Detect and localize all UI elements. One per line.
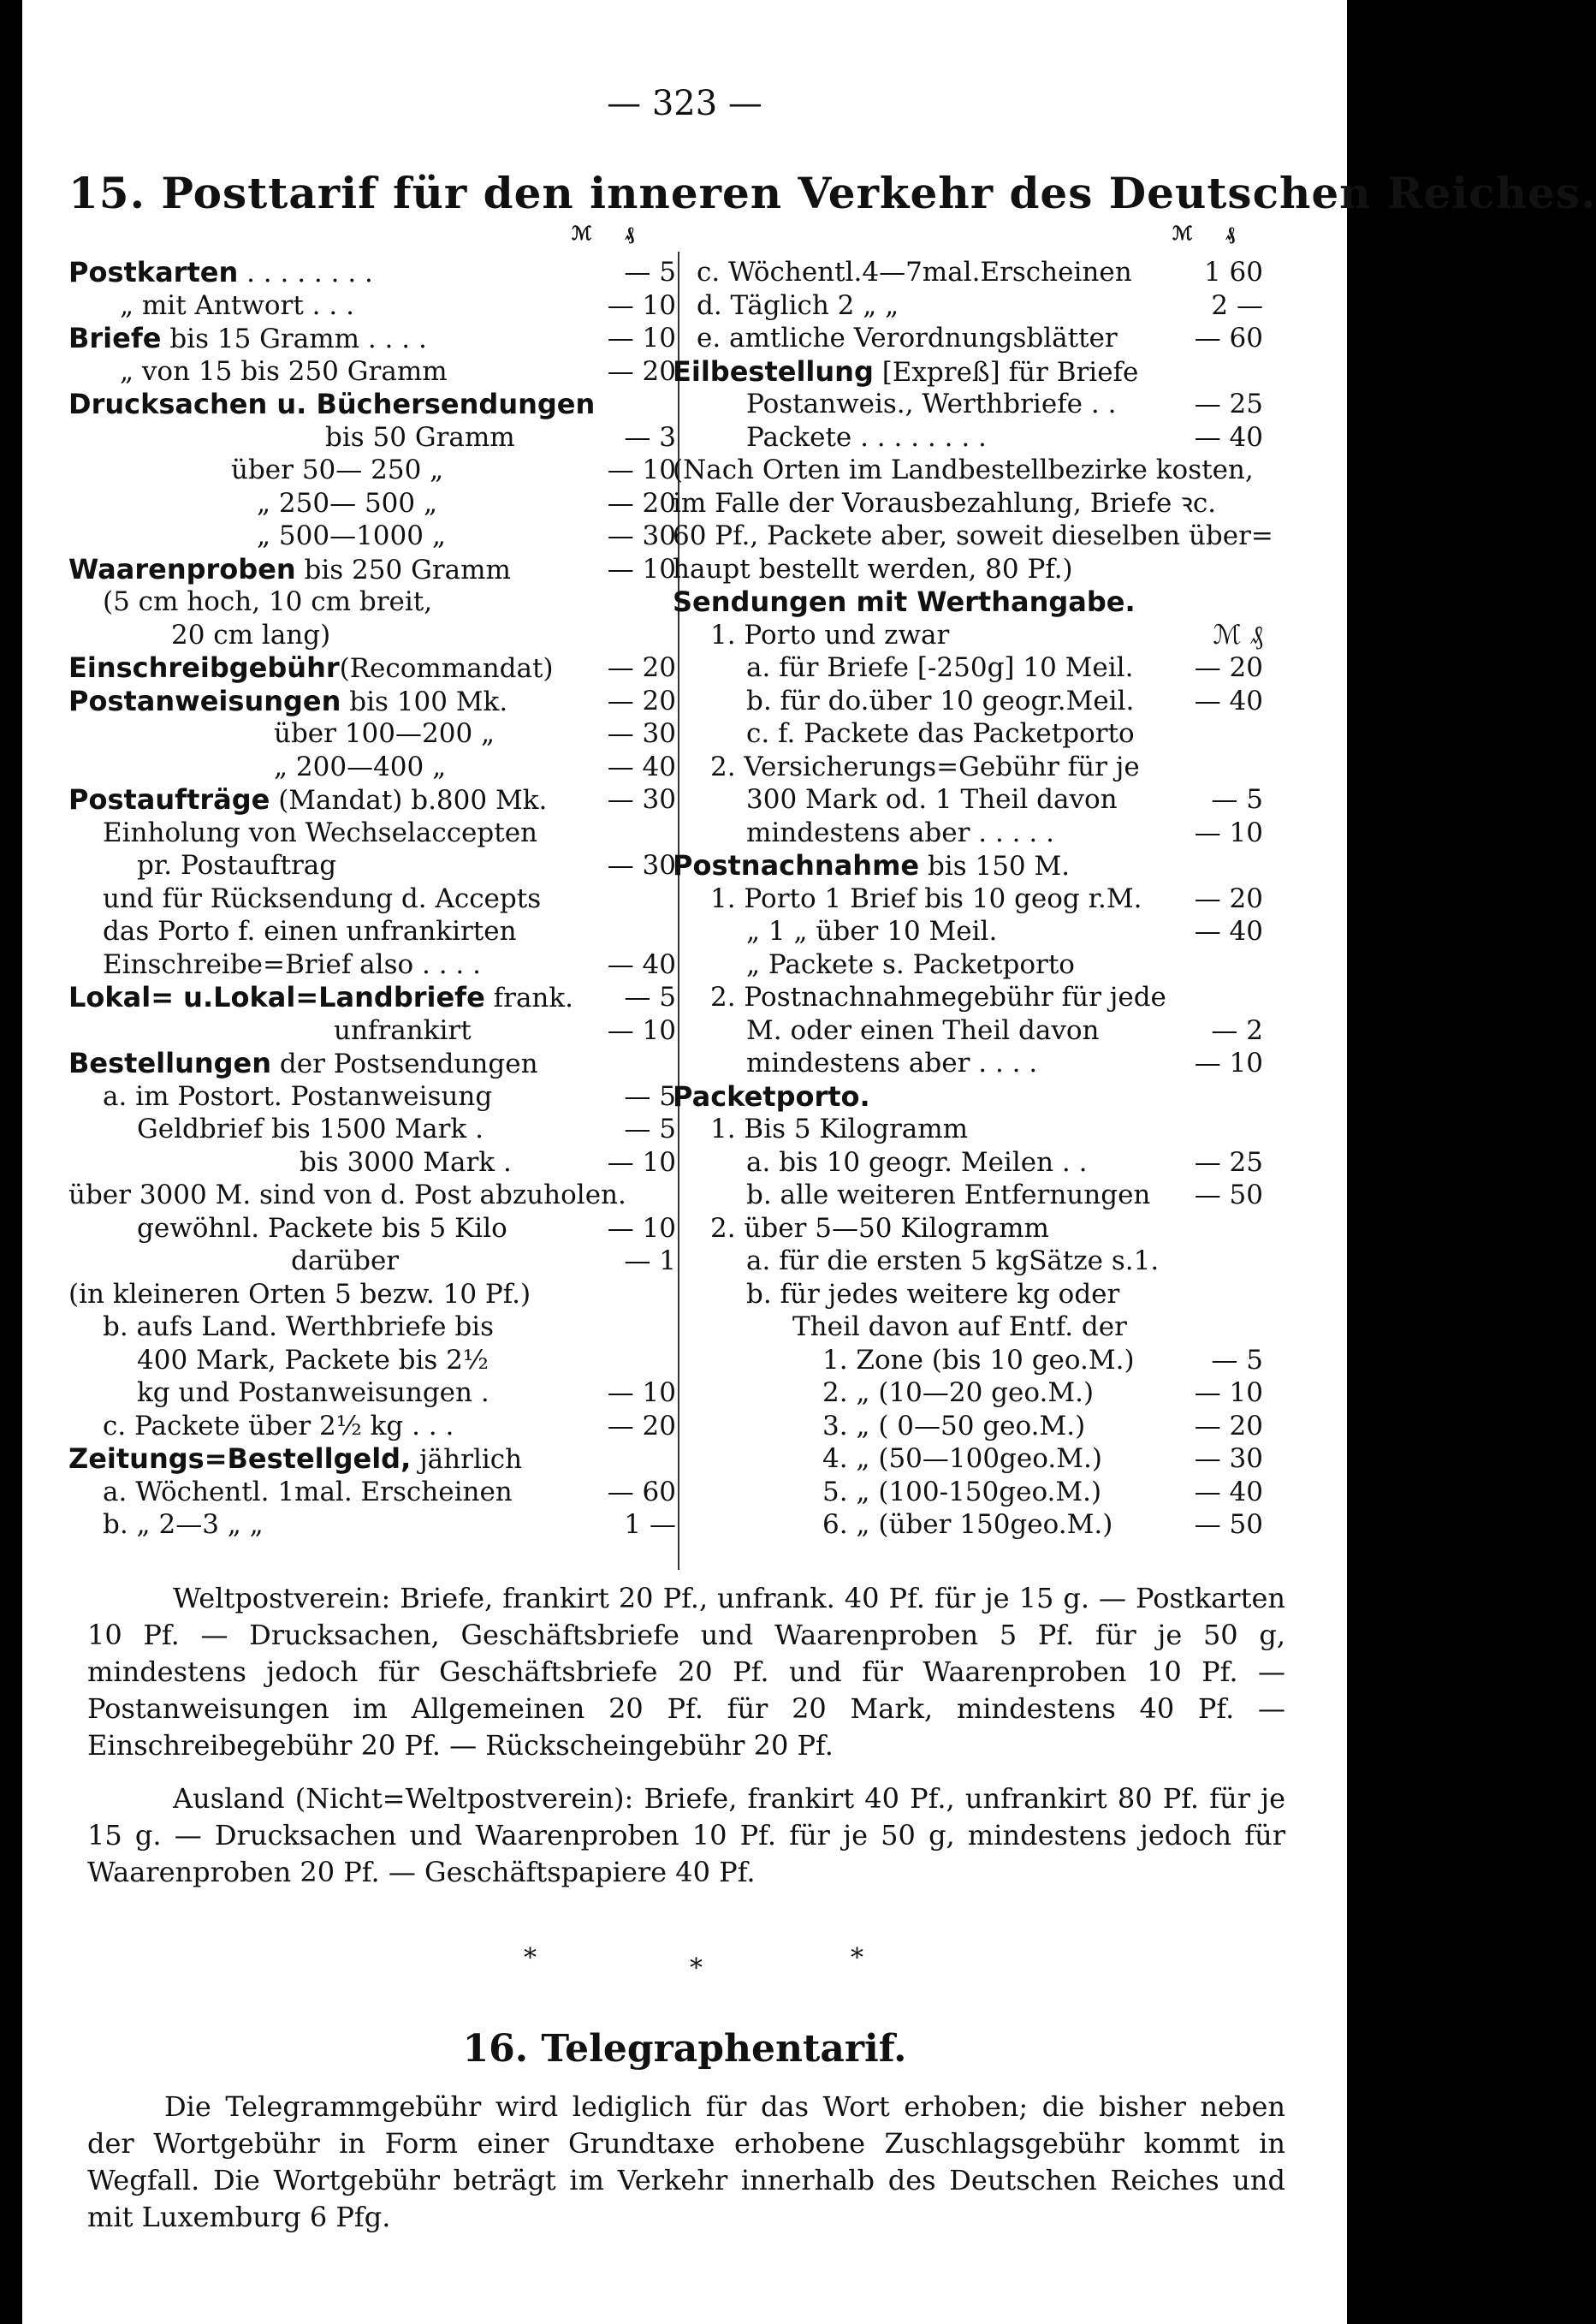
tariff-label: a. für Briefe [-250g] 10 Meil. [746, 652, 1134, 683]
tariff-label: (Nach Orten im Landbestellbezirke kosten, [673, 455, 1254, 485]
tariff-amount: — 30 [607, 520, 676, 551]
tariff-row [746, 1013, 1263, 1048]
tariff-row [746, 1277, 1263, 1311]
tariff-label: c. Wöchentl.4—7mal.Erscheinen [697, 257, 1132, 288]
tariff-row [697, 255, 1263, 289]
unit-header-right-pf: ₰ [1225, 223, 1235, 245]
tariff-label: mindestens aber . . . . [746, 1048, 1038, 1079]
tariff-label: b. für jedes weitere kg oder [746, 1278, 1120, 1310]
tariff-row [274, 750, 676, 784]
tariff-row [103, 1475, 676, 1509]
tariff-row [137, 1343, 676, 1377]
tariff-label: Postanweisungen bis 100 Mk. [68, 684, 508, 717]
tariff-label: Postnachnahme bis 150 M. [673, 849, 1071, 882]
tariff-label: 60 Pf., Packete aber, soweit dieselben über= [673, 520, 1273, 551]
scan-edge-left [0, 0, 22, 2324]
tariff-row [137, 1211, 676, 1245]
tariff-label: a. bis 10 geogr. Meilen . . [746, 1146, 1088, 1178]
tariff-label: Einschreibgebühr(Recommandat) [68, 651, 554, 684]
tariff-row [710, 750, 1263, 784]
tariff-row [137, 1376, 676, 1410]
unit-header-left-mark: ℳ [572, 223, 592, 245]
tariff-row [137, 1112, 676, 1146]
tariff-amount: — 30 [607, 718, 676, 749]
tariff-label: Waarenproben bis 250 Gramm [68, 552, 511, 585]
unit-header-right-mark: ℳ [1172, 223, 1193, 245]
tariff-row [120, 288, 676, 323]
tariff-label: b. alle weiteren Entfernungen [746, 1180, 1151, 1210]
tariff-row [710, 618, 1263, 652]
tariff-label: 6. „ (über 150geo.M.) [822, 1509, 1113, 1540]
tariff-label: gewöhnl. Packete bis 5 Kilo [137, 1212, 507, 1244]
tariff-row [697, 321, 1263, 355]
tariff-label: 1. Porto 1 Brief bis 10 geog r.M. [710, 883, 1142, 914]
tariff-row [710, 980, 1263, 1014]
tariff-amount: — 10 [607, 289, 676, 321]
tariff-row [673, 552, 1263, 586]
tariff-amount: — 40 [607, 948, 676, 980]
tariff-amount: — 5 [624, 257, 676, 288]
tariff-amount: — 5 [1211, 1344, 1263, 1376]
tariff-row [68, 684, 676, 718]
tariff-label: c. Packete über 2½ kg . . . [103, 1410, 454, 1441]
tariff-row [68, 1441, 676, 1476]
tariff-label: „ mit Antwort . . . [120, 289, 354, 321]
tariff-row [68, 321, 676, 355]
tariff-row [673, 453, 1263, 487]
tariff-label: „ 200—400 „ [274, 751, 447, 782]
tariff-row [822, 1441, 1263, 1476]
tariff-row [68, 387, 676, 421]
tariff-amount: — 10 [607, 1014, 676, 1046]
tariff-amount: — 25 [1194, 389, 1263, 419]
tariff-row [822, 1409, 1263, 1443]
tariff-amount: — 25 [1194, 1146, 1263, 1178]
tariff-row [746, 651, 1263, 685]
tariff-row [68, 1178, 676, 1212]
tariff-row [697, 288, 1263, 323]
tariff-amount: — 10 [607, 1377, 676, 1408]
tariff-amount: — 20 [607, 685, 676, 716]
tariff-label: 2. Postnachnahmegebühr für jede [710, 982, 1166, 1013]
tariff-amount: — 60 [607, 1476, 676, 1507]
tariff-row [68, 1277, 676, 1311]
unit-header-left-pf: ₰ [625, 223, 634, 245]
tariff-amount: — 20 [1194, 1410, 1263, 1441]
paragraph-weltpostverein: Weltpostverein: Briefe, frankirt 20 Pf., unfrank. 40 Pf. für je 15 g. — Postkarten 10 Pf. — Drucksachen, Geschäftsbriefe und Waarenproben 5 Pf. für je 50 g, mindestens jedoch für Geschäftsbriefe 20 Pf. und für Waarenproben 10 Pf. — Postanweisungen im Allgemeinen 20 Pf. für 20 Mark, mindestens 40 Pf. — Einschreibegebühr 20 Pf. — Rückscheingebühr 20 Pf. [87, 1582, 1285, 1762]
tariff-amount: — 30 [607, 850, 676, 881]
tariff-amount: — 10 [607, 1212, 676, 1244]
tariff-amount: — 30 [1194, 1443, 1263, 1474]
tariff-amount: — 40 [1194, 1476, 1263, 1507]
tariff-amount: — 50 [1194, 1509, 1263, 1540]
tariff-row [673, 354, 1263, 389]
tariff-row [68, 782, 676, 817]
tariff-label: im Falle der Vorausbezahlung, Briefe ꝛc. [673, 487, 1217, 519]
tariff-amount: — 10 [607, 455, 676, 485]
separator-star: * [851, 1943, 863, 1973]
tariff-row [68, 1046, 676, 1080]
tariff-amount: — 40 [607, 751, 676, 782]
tariff-label: Einschreibe=Brief also . . . . [103, 948, 481, 980]
tariff-label: 300 Mark od. 1 Theil davon [746, 784, 1118, 815]
tariff-row [68, 255, 676, 289]
tariff-row [746, 1046, 1263, 1080]
tariff-label: 2. „ (10—20 geo.M.) [822, 1377, 1095, 1408]
separator-star: * [690, 1953, 703, 1983]
tariff-row [291, 1244, 676, 1278]
tariff-amount: — 40 [1194, 916, 1263, 947]
tariff-amount: — 30 [607, 784, 676, 815]
tariff-label: bis 50 Gramm [325, 421, 515, 453]
tariff-row [746, 948, 1263, 982]
tariff-label: „ 1 „ über 10 Meil. [746, 916, 998, 947]
tariff-label: „ Packete s. Packetporto [746, 948, 1075, 980]
tariff-amount: — 3 [624, 421, 676, 453]
tariff-row [68, 980, 676, 1014]
tariff-label: über 3000 M. sind von d. Post abzuholen. [68, 1180, 626, 1210]
tariff-amount: — 20 [607, 487, 676, 519]
tariff-row [673, 486, 1263, 520]
tariff-label: b. „ 2—3 „ „ [103, 1509, 264, 1540]
tariff-row [746, 1178, 1263, 1212]
tariff-label: (in kleineren Orten 5 bezw. 10 Pf.) [68, 1278, 531, 1310]
tariff-label: Packete . . . . . . . . [746, 421, 987, 453]
tariff-amount: — 10 [1194, 817, 1263, 848]
tariff-amount: — 10 [607, 1146, 676, 1178]
tariff-row [673, 519, 1273, 553]
tariff-label: „ von 15 bis 250 Gramm [120, 355, 448, 387]
tariff-amount: — 40 [1194, 421, 1263, 453]
tariff-label: 2. über 5—50 Kilogramm [710, 1212, 1049, 1244]
tariff-row [746, 716, 1263, 751]
tariff-row [103, 1079, 676, 1114]
tariff-row [822, 1507, 1263, 1542]
tariff-row [746, 1244, 1263, 1278]
tariff-label: 400 Mark, Packete bis 2½ [137, 1344, 489, 1376]
section-15-title: 15. Posttarif für den inneren Verkehr des Deutschen Reiches. [68, 168, 1596, 218]
tariff-row [325, 420, 676, 455]
tariff-row [746, 420, 1263, 455]
tariff-row [231, 453, 676, 487]
tariff-label: b. aufs Land. Werthbriefe bis [103, 1311, 495, 1342]
tariff-row [822, 1475, 1263, 1509]
tariff-row [710, 1211, 1263, 1245]
tariff-label: Bestellungen der Postsendungen [68, 1047, 538, 1079]
tariff-amount: 1 — [624, 1509, 676, 1540]
tariff-label: e. amtliche Verordnungsblätter [697, 323, 1118, 354]
tariff-label: Drucksachen u. Büchersendungen [68, 388, 596, 420]
tariff-label: über 100—200 „ [274, 718, 495, 749]
tariff-row [746, 816, 1263, 850]
tariff-amount: — 20 [607, 652, 676, 683]
tariff-label: c. f. Packete das Packetporto [746, 718, 1135, 749]
tariff-label: „ 500—1000 „ [257, 520, 446, 551]
tariff-row [103, 816, 676, 850]
tariff-amount: — 5 [624, 1080, 676, 1112]
tariff-label: 3. „ ( 0—50 geo.M.) [822, 1410, 1086, 1441]
tariff-amount: ℳ ₰ [1213, 619, 1263, 651]
tariff-label: 2. Versicherungs=Gebühr für je [710, 751, 1140, 782]
tariff-row [103, 914, 676, 948]
tariff-label: Postkarten . . . . . . . . [68, 256, 373, 288]
tariff-amount: — 10 [607, 323, 676, 354]
separator-star: * [524, 1943, 537, 1973]
tariff-amount: 2 — [1211, 289, 1263, 321]
tariff-label: 1. Porto und zwar [710, 619, 950, 651]
tariff-row [746, 1145, 1263, 1180]
tariff-amount: — 5 [1211, 784, 1263, 815]
tariff-row [68, 552, 676, 586]
page-number: — 323 — [607, 84, 762, 123]
tariff-row [103, 1310, 676, 1344]
tariff-row [257, 486, 676, 520]
tariff-label: Eilbestellung [Expreß] für Briefe [673, 354, 1139, 388]
tariff-row [710, 1112, 1263, 1146]
tariff-row [103, 585, 676, 619]
tariff-label: a. im Postort. Postanweisung [103, 1080, 493, 1112]
tariff-row [822, 1343, 1263, 1377]
tariff-row [334, 1013, 676, 1048]
tariff-label: (5 cm hoch, 10 cm breit, [103, 586, 433, 617]
tariff-amount: — 5 [624, 982, 676, 1013]
tariff-row [746, 684, 1263, 718]
tariff-amount: — 10 [607, 553, 676, 585]
tariff-amount: — 2 [1211, 1014, 1263, 1046]
tariff-label: Packetporto. [673, 1079, 870, 1113]
tariff-row [137, 848, 676, 883]
tariff-row [68, 651, 676, 685]
scan-edge-right [1347, 0, 1369, 2324]
tariff-label: bis 3000 Mark . [300, 1146, 512, 1178]
tariff-row [746, 387, 1263, 421]
tariff-label: Postaufträge (Mandat) b.800 Mk. [68, 783, 548, 816]
tariff-amount: — 60 [1194, 323, 1263, 354]
tariff-row [274, 716, 676, 751]
paragraph-ausland: Ausland (Nicht=Weltpostverein): Briefe, frankirt 40 Pf., unfrankirt 80 Pf. für je 15 g. — Drucksachen und Waarenproben 10 Pf. für je 50 g, mindestens jedoch für Waarenproben 20 Pf. — Geschäftspapiere 40 Pf. [87, 1782, 1285, 1888]
tariff-label: b. für do.über 10 geogr.Meil. [746, 685, 1135, 716]
tariff-amount: 1 60 [1203, 257, 1263, 288]
tariff-row [103, 1409, 676, 1443]
tariff-label: 5. „ (100-150geo.M.) [822, 1476, 1102, 1507]
tariff-label: das Porto f. einen unfrankirten [103, 916, 517, 947]
tariff-row [171, 618, 676, 652]
column-divider [678, 252, 679, 1570]
tariff-amount: — 5 [624, 1114, 676, 1144]
tariff-amount: — 40 [1194, 685, 1263, 716]
tariff-label: Sendungen mit Werthangabe. [673, 585, 1136, 618]
tariff-row [746, 914, 1263, 948]
tariff-row [300, 1145, 676, 1180]
tariff-label: d. Täglich 2 „ „ [697, 289, 899, 321]
tariff-label: Geldbrief bis 1500 Mark . [137, 1114, 484, 1144]
tariff-label: Postanweis., Werthbriefe . . [746, 389, 1117, 419]
paragraph-telegraph: Die Telegrammgebühr wird lediglich für das Wort erhoben; die bisher neben der Wortgebühr in Form einer Grundtaxe erhobene Zuschlagsgebühr kommt in Wegfall. Die Wortgebühr beträgt im Verkehr innerhalb des Deutschen Reiches und mit Luxemburg 6 Pfg. [87, 2090, 1285, 2233]
tariff-row [673, 585, 1263, 619]
tariff-amount: — 20 [1194, 652, 1263, 683]
tariff-label: mindestens aber . . . . . [746, 817, 1054, 848]
tariff-row [673, 1079, 1263, 1114]
section-16-title: 16. Telegraphentarif. [462, 2027, 907, 2071]
tariff-label: M. oder einen Theil davon [746, 1014, 1100, 1046]
tariff-label: und für Rücksendung d. Accepts [103, 883, 542, 914]
tariff-label: pr. Postauftrag [137, 850, 337, 881]
tariff-label: über 50— 250 „ [231, 455, 444, 485]
tariff-row [792, 1310, 1263, 1344]
tariff-amount: — 10 [1194, 1048, 1263, 1079]
tariff-label: haupt bestellt werden, 80 Pf.) [673, 553, 1073, 585]
tariff-amount: — 50 [1194, 1180, 1263, 1210]
tariff-label: 4. „ (50—100geo.M.) [822, 1443, 1102, 1474]
tariff-label: Theil davon auf Entf. der [792, 1311, 1127, 1342]
tariff-label: a. für die ersten 5 kgSätze s.1. [746, 1245, 1160, 1276]
tariff-row [257, 519, 676, 553]
tariff-amount: — 20 [607, 1410, 676, 1441]
tariff-label: a. Wöchentl. 1mal. Erscheinen [103, 1476, 513, 1507]
tariff-amount: — 10 [1194, 1377, 1263, 1408]
tariff-label: Zeitungs=Bestellgeld, jährlich [68, 1442, 523, 1475]
tariff-row [746, 782, 1263, 817]
tariff-row [822, 1376, 1263, 1410]
tariff-row [103, 882, 676, 916]
tariff-row [103, 948, 676, 982]
tariff-row [710, 882, 1263, 916]
tariff-label: Lokal= u.Lokal=Landbriefe frank. [68, 981, 574, 1013]
tariff-label: 1. Zone (bis 10 geo.M.) [822, 1344, 1135, 1376]
tariff-label: Einholung von Wechselaccepten [103, 817, 538, 848]
tariff-amount: — 1 [624, 1245, 676, 1276]
tariff-label: Briefe bis 15 Gramm . . . . [68, 322, 427, 354]
tariff-label: kg und Postanweisungen . [137, 1377, 489, 1408]
tariff-label: „ 250— 500 „ [257, 487, 438, 519]
tariff-label: unfrankirt [334, 1014, 472, 1046]
tariff-label: darüber [291, 1245, 400, 1276]
tariff-label: 20 cm lang) [171, 619, 331, 651]
tariff-amount: — 20 [1194, 883, 1263, 914]
tariff-label: 1. Bis 5 Kilogramm [710, 1114, 969, 1144]
tariff-row [120, 354, 676, 389]
tariff-row [103, 1507, 676, 1542]
tariff-row [673, 848, 1263, 883]
tariff-amount: — 20 [607, 355, 676, 387]
